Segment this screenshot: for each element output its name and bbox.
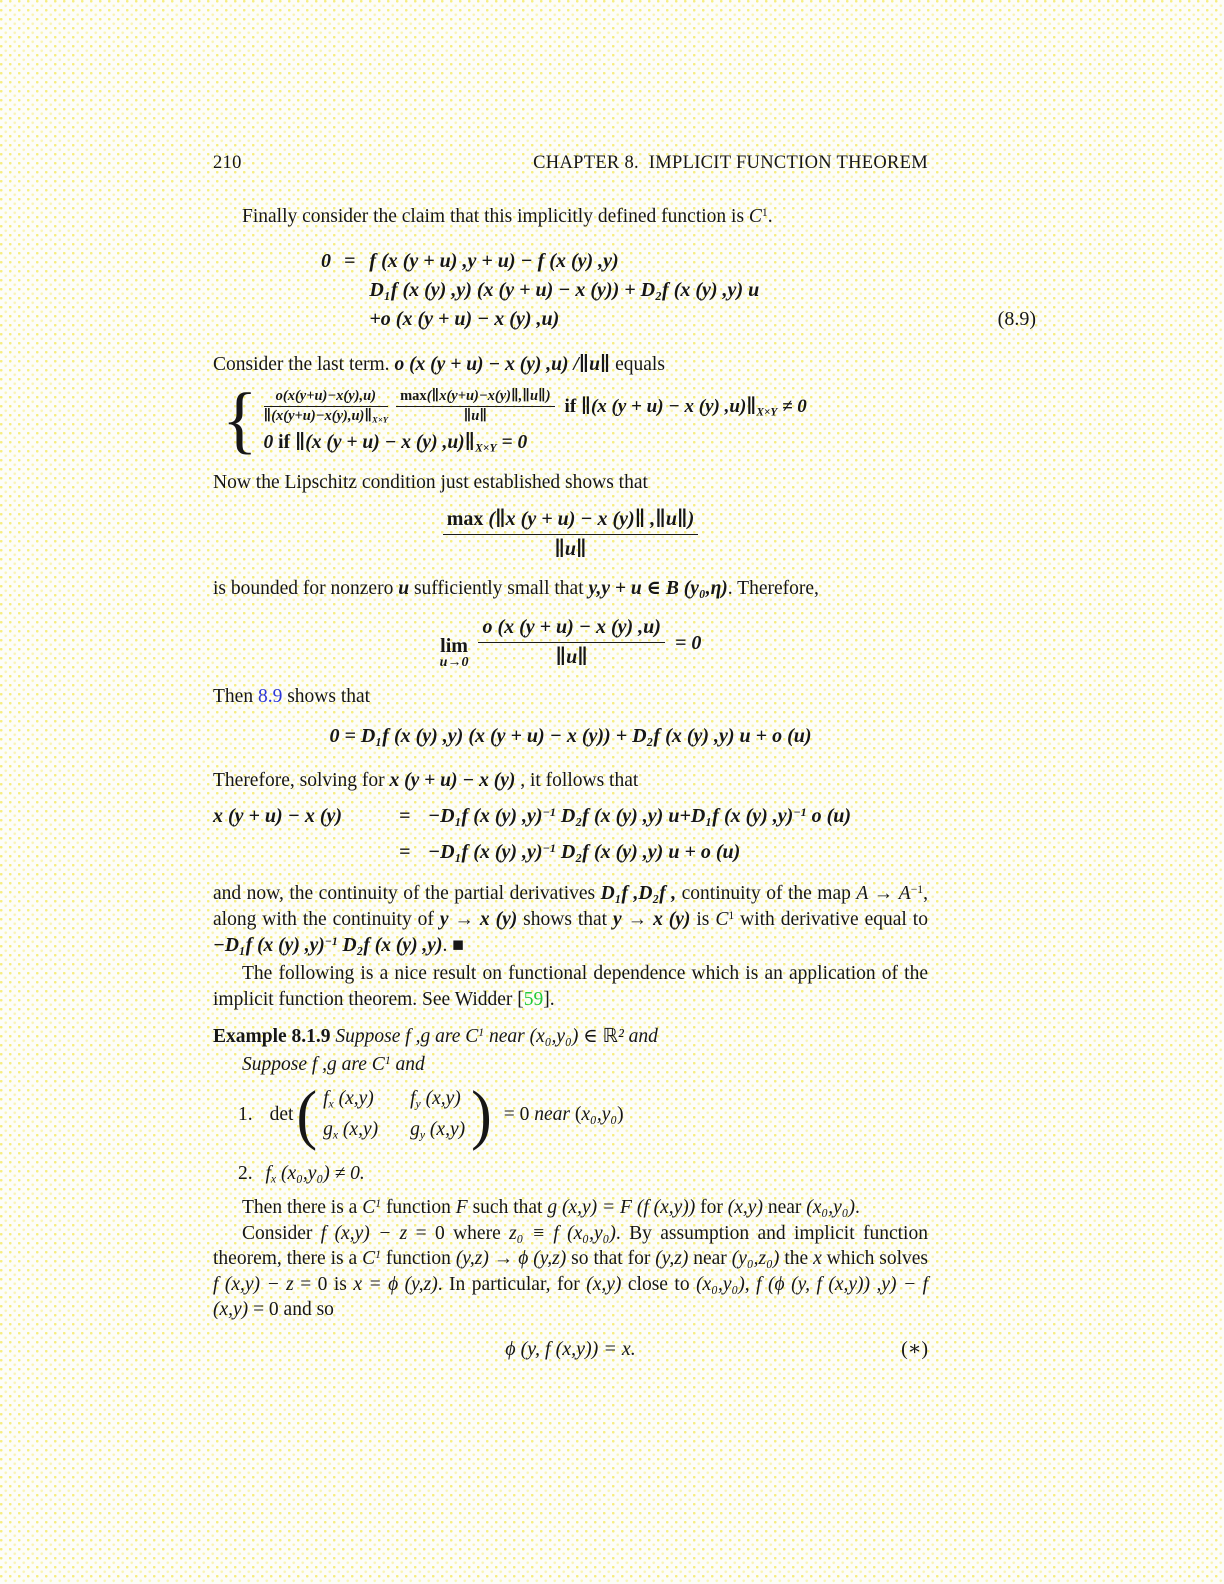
fraction-o-over-norm: $\frac{o(x(y+u)-x(y),u)}{\parallel(x(y+u)-x(y),u)\parallel_{X\times Y}}$ [263, 388, 389, 425]
equation-star [213, 1336, 928, 1362]
item-2-body: $f_x$ (x₀,y₀) ≠ 0. [265, 1163, 365, 1186]
limit-operator: lim u→0 [439, 634, 469, 670]
matrix-fy: $f_y$ (x,y) [410, 1088, 461, 1111]
equation-8-9-link[interactable]: 8.9 [257, 686, 283, 707]
determinant-rhs: = 0 near (x₀,y₀) [503, 1103, 624, 1125]
item-2-number: 2. [238, 1163, 253, 1184]
display-max-fraction [213, 506, 928, 563]
paragraph-finally: Finally consider the claim that this implicitly defined function is $C^1$. [242, 206, 773, 227]
equation-number: (8.9) [997, 308, 1036, 330]
cases-condition-1: if ∥(x (y + u) − x (y) $,u)\parallel_{X\times Y} \ne 0$ [564, 395, 807, 418]
paragraph-bounded: is bounded for nonzero u sufficiently small that y,y + u ∈ B (y₀,η). Therefore, [213, 578, 819, 599]
star-tag: (∗) [901, 1338, 928, 1360]
example-line-1 [213, 1023, 928, 1051]
example-8-1-9 [213, 1023, 928, 1079]
jacobian-matrix [323, 1086, 465, 1143]
paragraph-therefore: Therefore, solving for x (y + u) − x (y) , it follows that [213, 770, 639, 791]
align-equals-1: = [399, 805, 411, 827]
max-fraction: $\frac{\max (\parallel x (y + u) - x (y)\parallel ,\parallel u\parallel)}{\parallel u\parallel}$ [443, 506, 699, 563]
matrix-fx: $f_x$ (x,y) [323, 1088, 374, 1111]
equation-8-9 [213, 247, 1036, 334]
phi-equation: ϕ (y, f (x,y)) = x. [505, 1338, 636, 1360]
eq89-line2: D₁f (x (y) ,y) (x (y + u) − x (y)) + D₂f (x (y) ,y) u [369, 279, 760, 301]
limit-fraction: $\frac{o (x (y + u) - x (y) ,u)}{\parallel u\parallel}$ [478, 614, 664, 671]
matrix-gx: $g_x$ (x,y) [323, 1119, 379, 1142]
limit-rhs: = 0 [674, 631, 702, 654]
running-header [213, 150, 928, 176]
condition-1-determinant [213, 1077, 953, 1152]
eq89-lhs: 0 [321, 250, 331, 272]
matrix-gy: $g_y$ (x,y) [410, 1119, 466, 1142]
display-limit-equation [213, 614, 928, 671]
cases-rows [264, 388, 807, 456]
right-paren: ) [471, 1077, 492, 1152]
align-lhs: x (y + u) − x (y) [213, 805, 343, 827]
paragraph-then: Then 8.9 shows that [213, 686, 371, 707]
paragraph-continuity: and now, the continuity of the partial derivatives D₁f ,D₂f , continuity of the map $A \to A^{-1}$, along with the continuity of y → x (y) shows that y → x (y) is $C^1$ with derivative equal to −D₁f (x (y) ,y)$^{-1}$ D₂f (x (y) ,y). ■ [213, 883, 929, 956]
align-rhs-1: −D₁f (x (y) ,y)$^{-1}$ D₂f (x (y) ,y) u+D₁f (x (y) ,y)$^{-1}$ o (u) [428, 805, 852, 827]
display-equation-expanded: 0 = D₁f (x (y) ,y) (x (y + u) − x (y)) + D₂f (x (y) ,y) u + o (u) [329, 725, 812, 747]
paragraph-then-there-is: Then there is a $C^1$ function F such that g (x,y) = F (f (x,y)) for (x,y) near (x₀,y₀). [242, 1197, 860, 1218]
example-label: Example 8.1.9 [213, 1026, 331, 1047]
page-content [213, 0, 1036, 1360]
paragraph-lipschitz: Now the Lipschitz condition just established shows that [213, 472, 648, 493]
paragraph-consider-f: Consider f (x,y) − z = 0 where z₀ ≡ f (x₀,y₀). By assumption and implicit function theorem, there is a $C^1$ function (y,z) → ϕ (y,z) so that for (y,z) near (y₀,z₀) the x which solves f (x,y) − z = 0 is x = ϕ (y,z). In particular, for (x,y) close to (x₀,y₀), f (ϕ (y, f (x,y)) ,y) − f (x,y) = 0 and so [213, 1223, 929, 1321]
paragraph-consider-last-term: Consider the last term. o (x (y + u) − x (y) ,u) /∥u∥ equals [213, 354, 665, 375]
det-operator: det [269, 1103, 294, 1125]
fraction-max-over-norm-u: $\frac{\max(\parallel x(y+u)-x(y)\parallel,\parallel u\parallel)}{\parallel u\parallel}$ [396, 388, 554, 425]
cases-equation [213, 378, 937, 462]
align-equals-2: = [399, 841, 411, 863]
chapter-title: CHAPTER 8. IMPLICIT FUNCTION THEOREM [533, 153, 928, 173]
example-statement: Suppose f ,g are $C^1$ near (x₀,y₀) ∈ ℝ² and [335, 1026, 658, 1047]
example-line-2: Suppose f ,g are $C^1$ and [242, 1054, 425, 1075]
align-rhs-2: −D₁f (x (y) ,y)$^{-1}$ D₂f (x (y) ,y) u + o (u) [428, 841, 741, 863]
condition-2 [213, 1161, 953, 1187]
page-number: 210 [213, 153, 242, 173]
item-1-number: 1. [238, 1103, 253, 1125]
eq89-equals: = [344, 250, 356, 272]
cases-row-2: 0 if ∥(x (y + u) − x (y) $,u)\parallel_{X\times Y} = 0$ [263, 432, 528, 455]
left-paren: ( [296, 1077, 318, 1152]
aligned-equations [213, 803, 928, 866]
eq89-line3: +o (x (y + u) − x (y) ,u) [369, 308, 560, 330]
cases-row-1 [264, 388, 807, 425]
citation-59-link[interactable]: 59 [523, 989, 544, 1010]
paragraph-following: The following is a nice result on functional dependence which is an application of the implicit function theorem. See Widder [59]. [213, 963, 928, 1010]
eq89-lines [369, 247, 759, 334]
left-brace: { [222, 378, 258, 462]
eq89-line1: f (x (y + u) ,y + u) − f (x (y) ,y) [369, 250, 619, 272]
